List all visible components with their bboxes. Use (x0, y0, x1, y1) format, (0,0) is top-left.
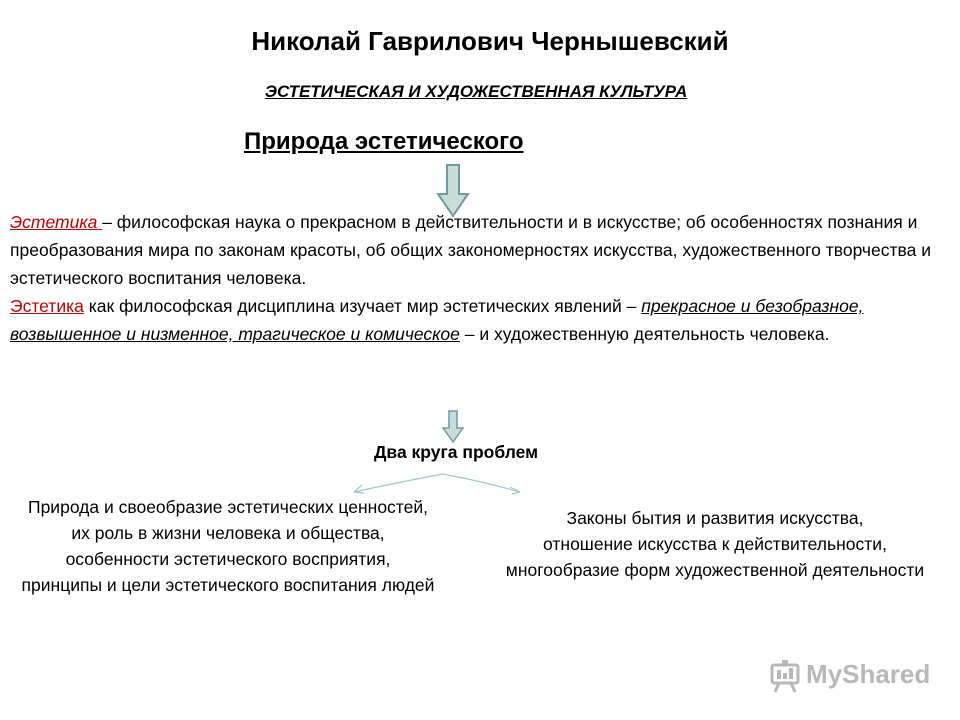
watermark-logo (770, 657, 930, 697)
presentation-board-icon (770, 659, 802, 693)
left-problem-list (8, 494, 448, 598)
subtitle: ЭСТЕТИЧЕСКАЯ И ХУДОЖЕСТВЕННАЯ КУЛЬТУРА (264, 82, 688, 101)
definition-paragraph-1 (10, 208, 955, 292)
definition-text-3: – и художественную деятельность человека. (459, 324, 830, 344)
down-arrow-small-icon (442, 410, 464, 444)
watermark-text: MyShared (806, 659, 931, 689)
left-item: особенности эстетического восприятия, (65, 549, 391, 569)
left-item: их роль в жизни человека и общества, (71, 523, 385, 543)
left-item: Природа и своеобразие эстетических ценностей, (28, 497, 428, 517)
definition-text-1: – философская наука о прекрасном в действительности и в искусстве; об особенностях познания и преобразования мира по законам красоты, об общих закономерностях искусства, художественного творчества и эстетического воспитания человека. (10, 212, 931, 288)
aesthetic-categories: прекрасное и безобразное, возвышенное и низменное, трагическое и комическое (10, 296, 864, 344)
definition-paragraph-2 (10, 292, 955, 348)
definition-text-2: как философская дисциплина изучает мир эстетических явлений – (83, 296, 642, 316)
definition-block (10, 208, 955, 348)
left-item: принципы и цели эстетического воспитания людей (21, 575, 435, 595)
section-heading: Природа эстетического (244, 128, 524, 155)
right-item: отношение искусства к действительности, (543, 534, 887, 554)
page-title: Николай Гаврилович Чернышевский (251, 26, 729, 56)
problems-heading: Два круга проблем (373, 442, 539, 462)
term-aesthetics-2: Эстетика (10, 296, 84, 316)
right-item: многообразие форм художественной деятельности (505, 560, 925, 580)
right-item: Законы бытия и развития искусства, (566, 508, 864, 528)
term-aesthetics: Эстетика (10, 212, 103, 232)
right-problem-list (500, 505, 930, 583)
